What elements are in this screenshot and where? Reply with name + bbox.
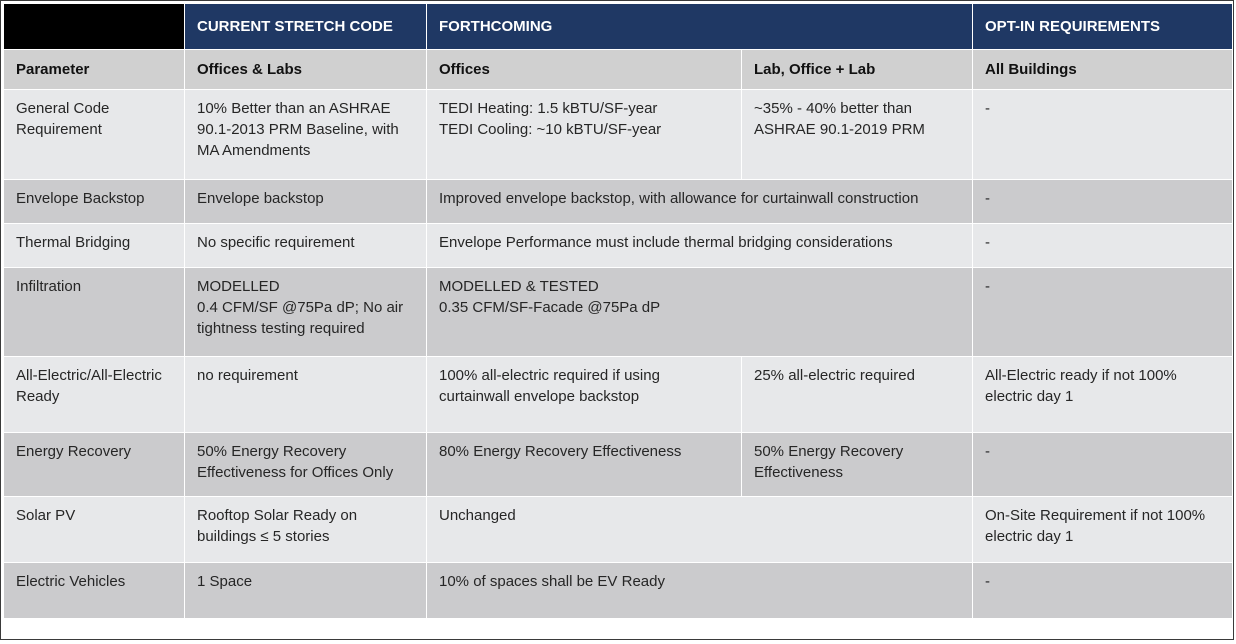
header-corner — [4, 4, 185, 50]
cell-current: MODELLED 0.4 CFM/SF @75Pa dP; No air tightness testing required — [185, 268, 427, 357]
cell-lab: 50% Energy Recovery Effectiveness — [742, 433, 973, 497]
cell-parameter: General Code Requirement — [4, 90, 185, 180]
cell-parameter: Thermal Bridging — [4, 224, 185, 268]
subheader-parameter: Parameter — [4, 50, 185, 90]
table-row — [4, 433, 1233, 497]
header-optin: OPT-IN REQUIREMENTS — [973, 4, 1233, 50]
cell-current: Envelope backstop — [185, 180, 427, 224]
cell-optin: - — [973, 268, 1233, 357]
table-row — [4, 357, 1233, 433]
subheader-row — [4, 50, 1233, 90]
cell-forthcoming: MODELLED & TESTED 0.35 CFM/SF-Facade @75Pa dP — [427, 268, 973, 357]
subheader-offices: Offices — [427, 50, 742, 90]
cell-parameter: All-Electric/All-Electric Ready — [4, 357, 185, 433]
cell-current: 10% Better than an ASHRAE 90.1-2013 PRM Baseline, with MA Amendments — [185, 90, 427, 180]
header-current: CURRENT STRETCH CODE — [185, 4, 427, 50]
cell-parameter: Solar PV — [4, 497, 185, 563]
table-row — [4, 497, 1233, 563]
subheader-lab-office: Lab, Office + Lab — [742, 50, 973, 90]
cell-optin: - — [973, 90, 1233, 180]
cell-current: 50% Energy Recovery Effectiveness for Offices Only — [185, 433, 427, 497]
cell-parameter: Energy Recovery — [4, 433, 185, 497]
cell-current: Rooftop Solar Ready on buildings ≤ 5 stories — [185, 497, 427, 563]
subheader-all-buildings: All Buildings — [973, 50, 1233, 90]
cell-offices: 80% Energy Recovery Effectiveness — [427, 433, 742, 497]
cell-current: no requirement — [185, 357, 427, 433]
cell-optin: - — [973, 433, 1233, 497]
cell-optin: - — [973, 563, 1233, 619]
cell-current: 1 Space — [185, 563, 427, 619]
table-row — [4, 268, 1233, 357]
table-row — [4, 90, 1233, 180]
cell-optin: On-Site Requirement if not 100% electric day 1 — [973, 497, 1233, 563]
stretch-code-table — [3, 3, 1233, 619]
header-forthcoming: FORTHCOMING — [427, 4, 973, 50]
cell-parameter: Electric Vehicles — [4, 563, 185, 619]
cell-optin: - — [973, 224, 1233, 268]
table-header-row — [4, 4, 1233, 50]
cell-lab: ~35% - 40% better than ASHRAE 90.1-2019 PRM — [742, 90, 973, 180]
table-row — [4, 563, 1233, 619]
cell-offices: TEDI Heating: 1.5 kBTU/SF-year TEDI Cooling: ~10 kBTU/SF-year — [427, 90, 742, 180]
cell-forthcoming: Envelope Performance must include thermal bridging considerations — [427, 224, 973, 268]
cell-forthcoming: 10% of spaces shall be EV Ready — [427, 563, 973, 619]
cell-parameter: Envelope Backstop — [4, 180, 185, 224]
cell-current: No specific requirement — [185, 224, 427, 268]
subheader-offices-labs: Offices & Labs — [185, 50, 427, 90]
cell-forthcoming: Unchanged — [427, 497, 973, 563]
cell-parameter: Infiltration — [4, 268, 185, 357]
cell-lab: 25% all-electric required — [742, 357, 973, 433]
cell-optin: - — [973, 180, 1233, 224]
cell-optin: All-Electric ready if not 100% electric day 1 — [973, 357, 1233, 433]
cell-forthcoming: Improved envelope backstop, with allowance for curtainwall construction — [427, 180, 973, 224]
table-row — [4, 180, 1233, 224]
cell-offices: 100% all-electric required if using curtainwall envelope backstop — [427, 357, 742, 433]
table-row — [4, 224, 1233, 268]
